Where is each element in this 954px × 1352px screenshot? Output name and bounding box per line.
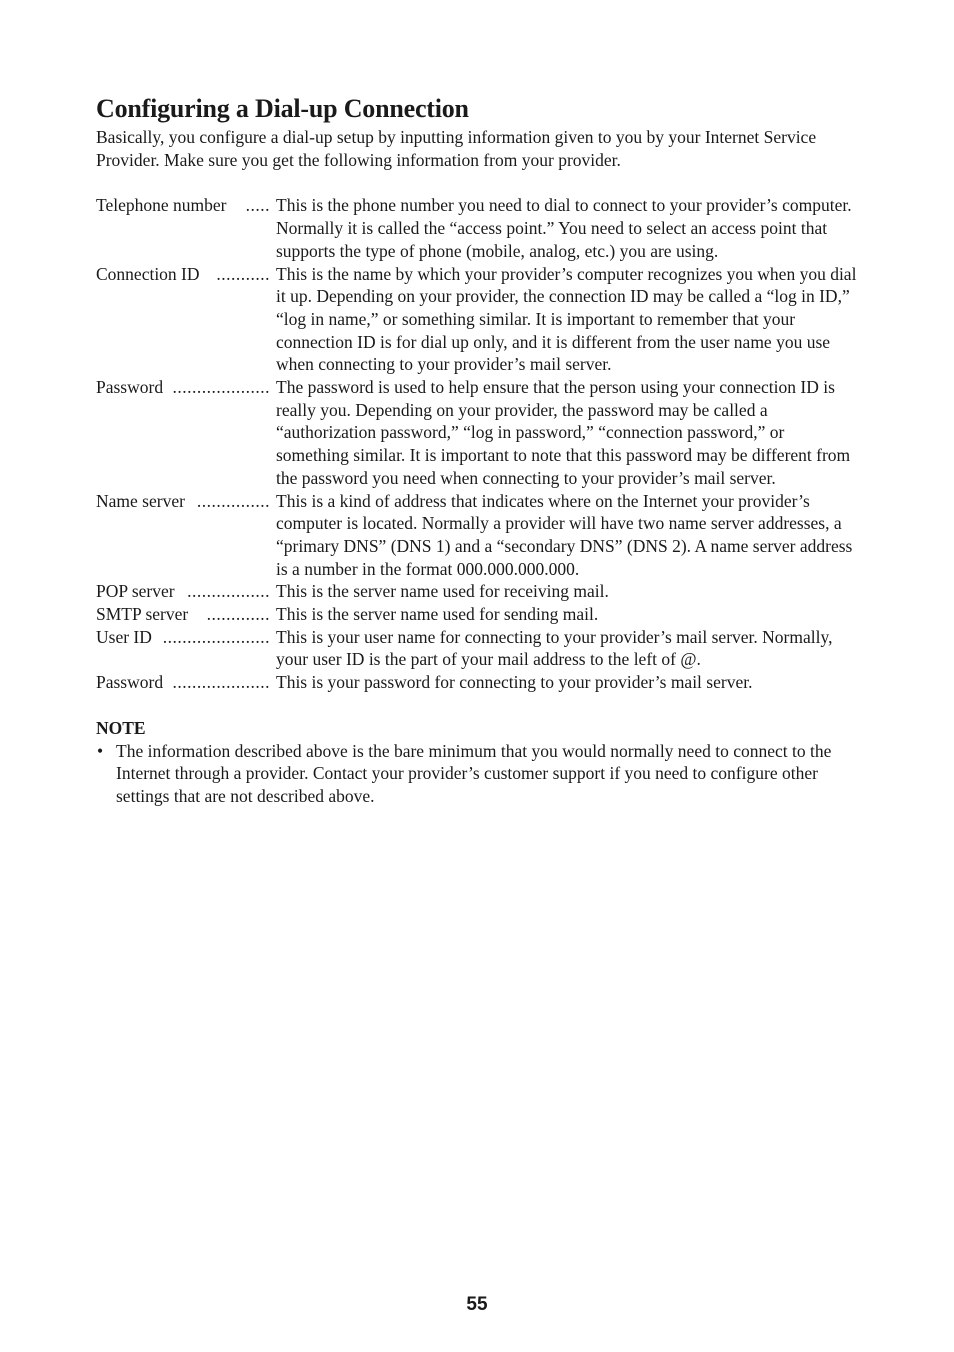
definition-term (96, 671, 270, 694)
note-heading: NOTE (96, 717, 146, 738)
term-label: Password (96, 672, 164, 693)
dot-leader: .................... (172, 377, 270, 398)
note-text: The information described above is the bare minimum that you would normally need to connect to the Internet through a provider. Contact your provider’s customer support if you need to configure other settings that are not described above. (116, 740, 832, 806)
settings-definition-list (96, 194, 860, 693)
note-item (96, 740, 860, 808)
term-label: POP server (96, 581, 175, 602)
definition-description: This is your user name for connecting to your provider’s mail server. Normally, your user ID is the part of your mail address to the left of @. (276, 626, 833, 670)
definition-term (96, 626, 270, 671)
dot-leader: ................. (187, 581, 270, 602)
page-content (96, 92, 860, 808)
dot-leader: .................... (172, 672, 270, 693)
definition-description: This is the phone number you need to dial to connect to your provider’s computer. Normally it is called the “access point.” You need to select an access point that supports the type of phone (mobile, analog, etc.) you are using. (276, 195, 852, 261)
dot-leader: ............. (206, 604, 270, 625)
page-number: 55 (466, 1294, 488, 1315)
definition-description: This is the name by which your provider’s computer recognizes you when you dial it up. Depending on your provider, the connection ID may be called a “log in ID,” “log in name,” or something similar. It is important to remember that your connection ID is for dial up only, and it is different from the user name you use when connecting to your provider’s mail server. (276, 263, 857, 375)
definition-row-name-server (96, 490, 860, 581)
term-label: SMTP server (96, 604, 189, 625)
definition-row-smtp-server (96, 603, 860, 626)
term-label: Password (96, 377, 164, 398)
note-list (96, 740, 860, 808)
dot-leader: ..... (245, 195, 270, 216)
term-label: Connection ID (96, 263, 200, 284)
definition-term (96, 580, 270, 603)
definition-term (96, 263, 270, 377)
dot-leader: ............... (196, 490, 270, 511)
definition-row-pop-server (96, 580, 860, 603)
definition-description: The password is used to help ensure that the person using your connection ID is really you. Depending on your provider, the password may be called a “authorization password,” “log in password,” “connection password,” or something similar. It is important to note that this password may be different from the password you need when connecting to your provider’s mail server. (276, 377, 851, 488)
term-label: Telephone number (96, 195, 227, 216)
dot-leader: ........... (216, 263, 270, 284)
definition-term (96, 194, 270, 262)
term-label: Name server (96, 490, 185, 511)
definition-description: This is your password for connecting to your provider’s mail server. (276, 672, 753, 693)
definition-description: This is the server name used for sending mail. (276, 604, 599, 625)
definition-description: This is the server name used for receiving mail. (276, 581, 609, 602)
definition-description: This is a kind of address that indicates where on the Internet your provider’s computer is located. Normally a provider will have two name server addresses, a “primary DNS” (DNS 1) and a “secondary DNS” (DNS 2). A name server address is a number in the format 000.000.000.000. (276, 490, 853, 579)
definition-row-telephone-number (96, 194, 860, 262)
definition-term (96, 376, 270, 490)
definition-row-connection-id (96, 263, 860, 377)
definition-row-user-id (96, 626, 860, 671)
dot-leader: ...................... (162, 626, 270, 647)
bullet-icon: • (97, 740, 104, 761)
term-label: User ID (96, 626, 152, 647)
definition-term (96, 603, 270, 626)
definition-row-password (96, 376, 860, 490)
definition-row-mail-password (96, 671, 860, 694)
definition-term (96, 490, 270, 581)
intro-paragraph: Basically, you configure a dial-up setup by inputting information given to you by your Internet Service Provider. Make sure you get the following information from your provider. (96, 127, 817, 170)
page-title: Configuring a Dial-up Connection (96, 94, 469, 123)
